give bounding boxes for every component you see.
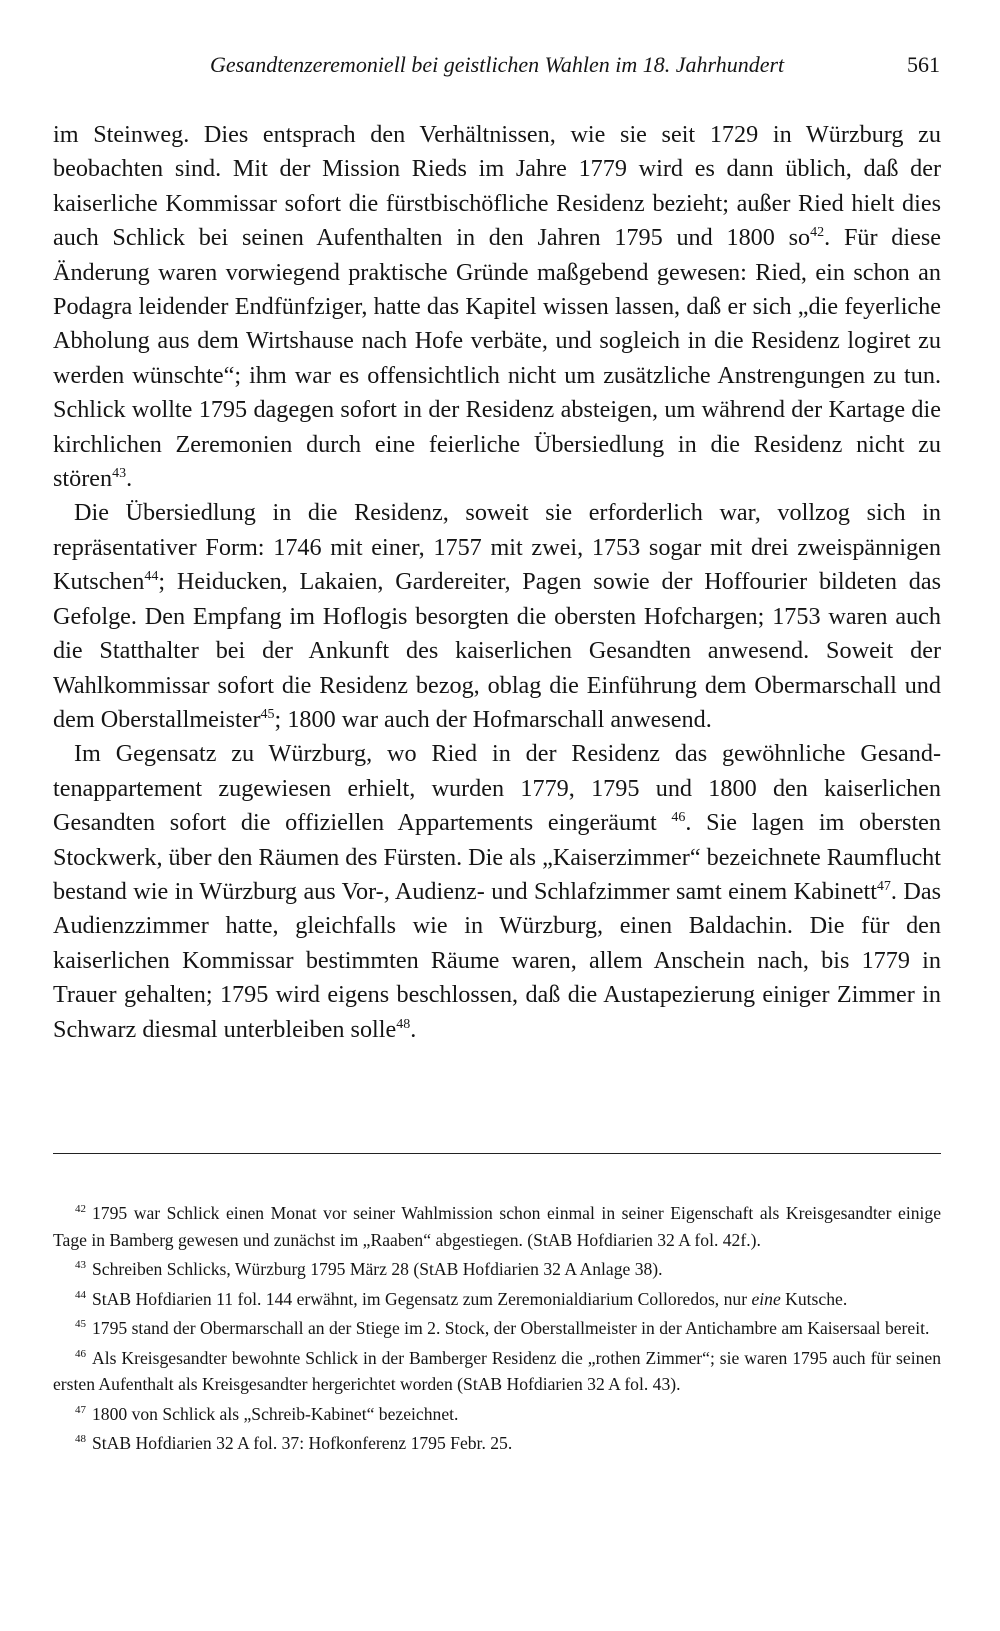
footnote-separator [53,1153,941,1154]
paragraph [53,118,941,496]
footnote [53,1315,941,1342]
text-run: ; 1800 war auch der Hofmarschall anwesend. [274,705,712,733]
footnote-number: 43 [75,1259,86,1272]
text-run: . Sie lagen im obersten Stockwerk, über den Räumen des Fürsten. Die als „Kaiserzimmer“ bezeichnete Raumflucht bestand wie in Würzburg aus Vor-, Audienz- und Schlafzimmer samt einem Kabinett [53,809,941,905]
footnote-text: StAB Hofdiarien 11 fol. 144 erwähnt, im Gegensatz zum Zeremonialdiarium Colloredos, nur [92,1288,752,1309]
footnote-ref: 43 [112,466,127,481]
paragraph [53,737,941,1047]
footnote-number: 48 [75,1433,86,1446]
page-number: 561 [907,52,940,77]
footnote-text: 1795 war Schlick einen Monat vor seiner Wahlmission schon einmal in seiner Eigenschaft als Kreisgesandter einige Tage in Bamberg gewesen und zunächst im „Raaben“ abgestiegen. (StAB Hofdiarien 32 A fol. 42f.). [53,1203,941,1250]
text-run: . [126,465,133,493]
footnote-ref: 45 [260,706,275,722]
footnote [53,1256,941,1283]
footnote-number: 44 [75,1288,86,1301]
footnote-text: Als Kreisgesandter bewohnte Schlick in der Bamberger Residenz die „rothen Zimmer“; sie waren 1795 auch für seinen ersten Aufenthalt als Kreisgesandter hergerichtet worden (StAB Hofdiarien 32 A fol. 43). [53,1347,941,1394]
footnote-number: 46 [75,1347,86,1360]
footnote-text: Kutsche. [780,1288,848,1309]
footnote [53,1345,941,1398]
footnote-number: 42 [75,1203,86,1216]
footnote-number: 47 [75,1403,86,1416]
paragraph [53,496,941,737]
footnote [53,1401,941,1428]
running-title: Gesandtenzeremoniell bei geistlichen Wahlen im 18. Jahrhundert [210,52,785,77]
footnote-ref: 44 [144,569,159,585]
footnote [53,1430,941,1457]
footnote-ref: 46 [671,810,686,826]
running-header [210,52,940,92]
footnote-text: 1800 von Schlick als „Schreib-Kabinet“ bezeichnet. [92,1403,459,1424]
footnotes [53,1200,941,1460]
footnote [53,1200,941,1253]
text-run: im Steinweg. Dies entsprach den Verhältnissen, wie sie seit 1729 in Würzburg zu beobachten sind. Mit der Mission Rieds im Jahre 1779 wird es dann üblich, daß der kaiserliche Kommissar sofort die fürstbischöfliche Residenz bezieht; außer Ried hielt dies auch Schlick bei seinen Aufenthalten in den Jahren 1795 und 1800 so [53,121,941,252]
footnote-ref: 42 [810,225,825,241]
text-run: ; Heiducken, Lakaien, Gardereiter, Pagen sowie der Hoffourier bildeten das Gefolge. Den Empfang im Hoflogis besorgten die obersten Hofchargen; 1753 waren auch die Statthalter bei der Ankunft des kaiserlichen Gesandten anwesend. Soweit der Wahlkommissar sofort die Residenz bezog, oblag die Einführung dem Obermarschall und dem Oberstallmeister [53,568,941,733]
text-run: . [410,1015,417,1043]
text-run: . Das Audienzzimmer hatte, gleichfalls wie in Würzburg, einen Baldachin. Die für den kaiserlichen Kommissar bestimmten Räume waren, allem Anschein nach, bis 1779 in Trauer gehalten; 1795 wird eigens beschlossen, daß die Austapezierung einiger Zimmer in Schwarz diesmal unterbleiben solle [53,877,941,1043]
footnote-ref: 48 [396,1016,411,1032]
text-run: Im Gegensatz zu Würzburg, wo Ried in der Residenz das gewöhnliche Gesandtenappartement zugewiesen erhielt, wurden 1779, 1795 und 1800 den kaiserlichen Gesandten sofort die offiziellen Appartements eingeräumt [53,740,941,837]
footnote-ref: 47 [876,878,891,894]
footnote-number: 45 [75,1318,86,1331]
text-run: Die Übersiedlung in die Residenz, soweit sie erforderlich war, vollzog sich in repräsentativer Form: 1746 mit einer, 1757 mit zwei, 1753 sogar mit drei zweispännigen Kutschen [53,499,941,596]
footnote-emphasis: eine [751,1288,781,1309]
text-run: . Für diese Änderung waren vorwiegend praktische Gründe maßgebend gewesen: Ried, ein schon an Podagra leidender Endfünfziger, hatte das Kapitel wissen lassen, daß er sich „die feyerliche Abholung aus dem Wirtshause nach Hofe verbäte, und sogleich in die Residenz logiret zu werden wünschte“; ihm war es offensichtlich nicht um zusätzliche Anstrengungen zu tun. Schlick wollte 1795 dagegen sofort in der Residenz absteigen, um während der Kartage die kirchlichen Zeremonien durch eine feierliche Übersiedlung in die Residenz nicht zu stören [53,224,941,493]
footnote-text: 1795 stand der Obermarschall an der Stiege im 2. Stock, der Oberstallmeister in der Antichambre am Kaisersaal bereit. [92,1318,930,1338]
footnote-text: Schreiben Schlicks, Würzburg 1795 März 28 (StAB Hofdiarien 32 A Anlage 38). [92,1259,663,1279]
main-text [53,118,941,1047]
footnote [53,1286,941,1313]
footnote-text: StAB Hofdiarien 32 A fol. 37: Hofkonferenz 1795 Febr. 25. [92,1433,513,1453]
